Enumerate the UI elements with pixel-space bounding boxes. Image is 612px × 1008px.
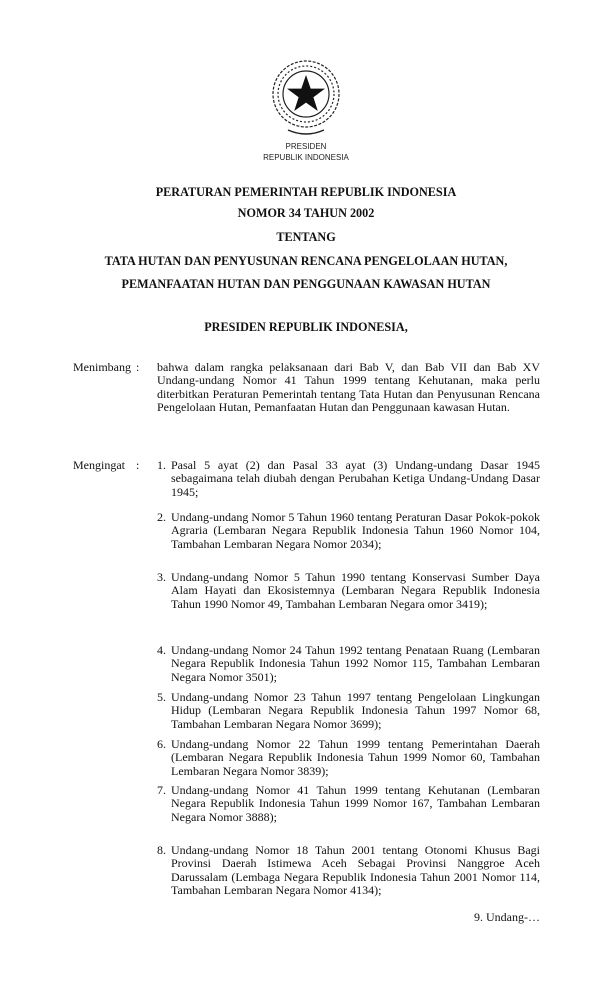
item-number: 1. <box>157 458 166 472</box>
list-item <box>157 784 540 824</box>
menimbang-text: bahwa dalam rangka pelaksanaan dari Bab V, dan Bab VII dan Bab XV Undang-undang Nomor 41 Tahun 1999 tentang Kehutanan, maka perlu diterbitkan Peraturan Pemerintah tentang Tata Hutan dan Penyusunan Rencana Pengelolaan Hutan, Pemanfaatan Hutan dan Penggunaan kawasan Hutan. <box>157 360 540 415</box>
list-item <box>157 459 540 499</box>
item-text: Undang-undang Nomor 5 Tahun 1990 tentang Konservasi Sumber Daya Alam Hayati dan Ekosistemnya (Lembaran Negara Republik Indonesia Tahun 1990 Nomor 49, Tambahan Lembaran Negara omor 3419); <box>171 570 540 611</box>
title-line-3: TENTANG <box>276 230 336 244</box>
title-line-5: PEMANFAATAN HUTAN DAN PENGGUNAAN KAWASAN HUTAN <box>121 277 491 291</box>
presidential-emblem-icon <box>268 50 344 140</box>
list-item <box>157 644 540 684</box>
issuer-heading: PRESIDEN REPUBLIK INDONESIA, <box>204 320 408 334</box>
item-text: Undang-undang Nomor 5 Tahun 1960 tentang Peraturan Dasar Pokok-pokok Agraria (Lembaran Negara Republik Indonesia Tahun 1960 Nomor 104, Tambahan Lembaran Negara Nomor 2034); <box>171 510 540 551</box>
menimbang-label: Menimbang <box>73 360 131 374</box>
title-line-4: TATA HUTAN DAN PENYUSUNAN RENCANA PENGELOLAAN HUTAN, <box>104 254 508 268</box>
menimbang-colon: : <box>136 360 140 374</box>
header-office: PRESIDEN <box>285 142 327 151</box>
mengingat-colon: : <box>136 458 140 472</box>
item-text: Undang-undang Nomor 41 Tahun 1999 tentang Kehutanan (Lembaran Negara Republik Indonesia Tahun 1999 Nomor 167, Tambahan Lembaran Negara Nomor 3888); <box>171 783 540 824</box>
title-line-1: PERATURAN PEMERINTAH REPUBLIK INDONESIA <box>155 185 457 199</box>
item-number: 5. <box>157 690 166 704</box>
list-item <box>157 571 540 611</box>
item-text: Undang-undang Nomor 18 Tahun 2001 tentang Otonomi Khusus Bagi Provinsi Daerah Istimewa Aceh Sebagai Provinsi Nanggroe Aceh Darussalam (Lembaga Negara Republik Indonesia Tahun 2001 Nomor 114, Tambahan Lembaran Negara Nomor 4134); <box>171 843 540 898</box>
list-item <box>157 844 540 898</box>
item-text: Undang-undang Nomor 22 Tahun 1999 tentang Pemerintahan Daerah (Lembaran Negara Republik Indonesia Tahun 1999 Nomor 60, Tambahan Lembaran Negara Nomor 3839); <box>171 737 540 778</box>
title-line-2: NOMOR 34 TAHUN 2002 <box>237 206 375 220</box>
list-item <box>157 511 540 551</box>
item-number: 8. <box>157 843 166 857</box>
page-continuation: 9. Undang-… <box>474 910 540 924</box>
item-number: 3. <box>157 570 166 584</box>
item-text: Undang-undang Nomor 23 Tahun 1997 tentang Pengelolaan Lingkungan Hidup (Lembaran Negara Republik Indonesia Tahun 1997 Nomor 68, Tambahan Lembaran Negara Nomor 3699); <box>171 690 540 731</box>
item-number: 4. <box>157 643 166 657</box>
header-country: REPUBLIK INDONESIA <box>263 153 349 162</box>
item-number: 2. <box>157 510 166 524</box>
item-number: 6. <box>157 737 166 751</box>
item-text: Undang-undang Nomor 24 Tahun 1992 tentang Penataan Ruang (Lembaran Negara Republik Indonesia Tahun 1992 Nomor 115, Tambahan Lembaran Negara Nomor 3501); <box>171 643 540 684</box>
item-number: 7. <box>157 783 166 797</box>
list-item <box>157 738 540 778</box>
item-text: Pasal 5 ayat (2) dan Pasal 33 ayat (3) Undang-undang Dasar 1945 sebagaimana telah diubah dengan Perubahan Ketiga Undang-Undang Dasar 1945; <box>171 458 540 499</box>
list-item <box>157 691 540 731</box>
mengingat-label: Mengingat <box>73 458 125 472</box>
